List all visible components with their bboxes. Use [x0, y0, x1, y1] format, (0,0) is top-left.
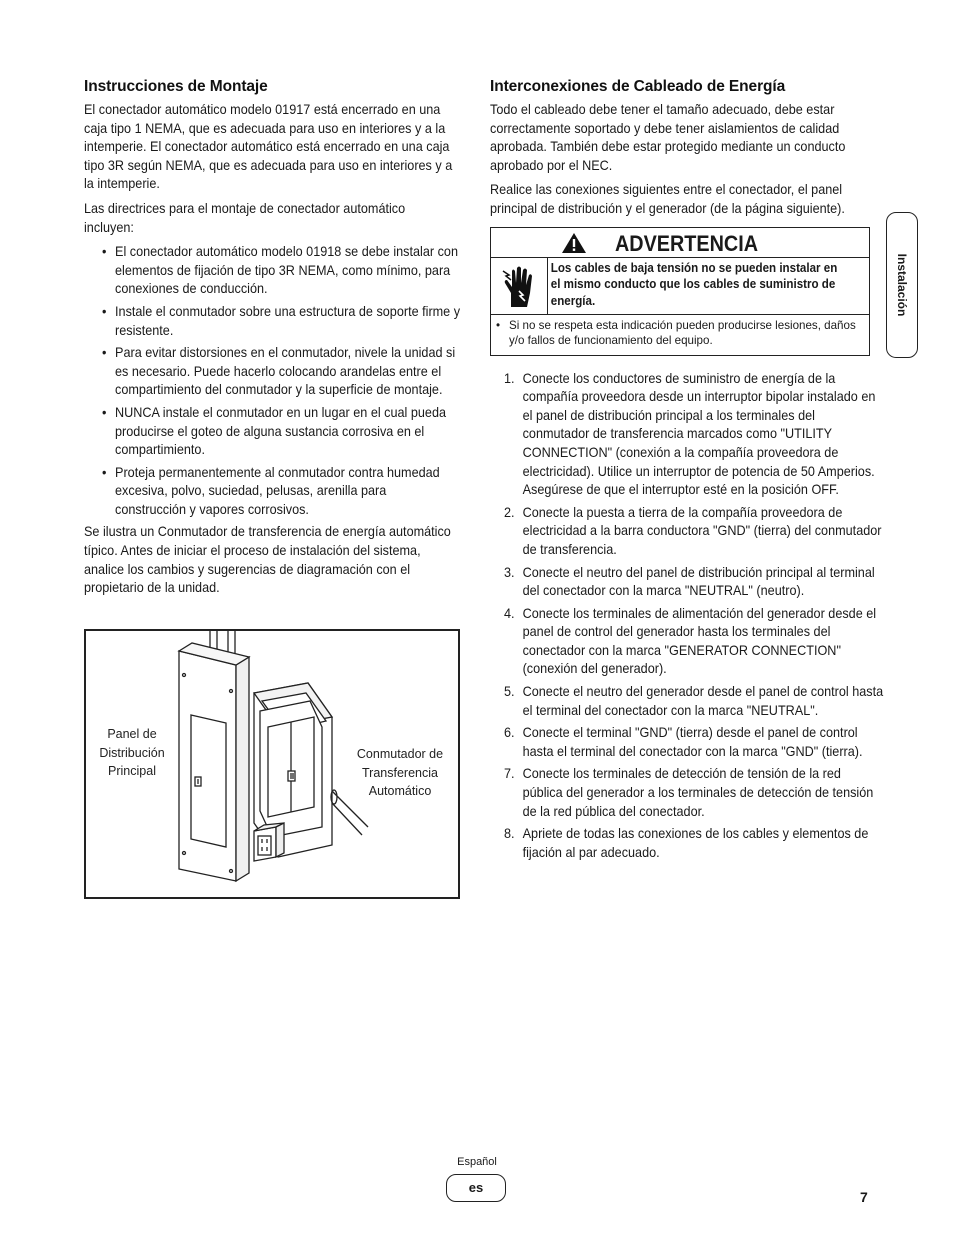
list-item [102, 344, 461, 400]
warning-text: Los cables de baja tensión no se pueden instalar en el mismo conducto que los cables de suministro de energía. [550, 260, 837, 308]
mounting-paragraph-2: Las directrices para el montaje de conectador automático incluyen: [84, 200, 406, 235]
mounting-paragraph-3: Se ilustra un Conmutador de transferencia de energía automático típico. Antes de iniciar el proceso de instalación del sistema, analice los cambios y sugerencias de diagramación con el propietario de la unidad. [84, 524, 451, 596]
step-number: 2. [504, 504, 515, 520]
step-number: 8. [504, 826, 515, 842]
step-number: 7. [504, 766, 515, 782]
list-item-text: Para evitar distorsiones en el conmutador, nivele la unidad si es necesario. Puede hacerlo colocando arandelas entre el compartimiento del conmutador y la superficie de montaje. [115, 345, 456, 398]
step-text: Conecte los terminales de alimentación del generador desde el panel de control del generador hasta los terminales del conectador con la marca "GENERATOR CONNECTION" (conexión del generador). [522, 605, 877, 677]
step-text: Conecte el neutro del generador desde el panel de control hasta el terminal del conectador con la marca "NEUTRAL". [522, 684, 884, 718]
step-text: Conecte los terminales de detección de tensión de la red pública del generador a los terminales de detección de tensión de la red pública del conectador. [522, 766, 874, 819]
warning-triangle-icon [561, 232, 587, 254]
mounting-paragraph-1: El conectador automático modelo 01917 está encerrado en una caja tipo 1 NEMA, que es adecuada para uso en interiores y a la intemperie. El conectador automático está encerrado en una caja tipo 3R según NEMA, que es adecuada para uso en interiores y a la intemperie. [84, 102, 453, 192]
warning-note-text: Si no se respeta esta indicación pueden producirse lesiones, daños y/o fallos de funcionamiento del equipo. [509, 318, 856, 348]
step-text: Conecte los conductores de suministro de energía de la compañía proveedora desde un interruptor bipolar instalado en el panel de distribución principal a los terminales del conmutador de transferencia marcados como "UTILITY CONNECTION" (conexión a la compañía proveedora de electricidad). Utilice un interruptor de potencia de 50 Amperios. Asegúrese de que el interruptor esté en la posición OFF. [522, 370, 876, 498]
warning-box [490, 227, 870, 356]
warning-body [491, 258, 869, 315]
caption-line: Transferencia [362, 765, 438, 780]
step-number: 4. [504, 605, 515, 621]
wiring-paragraph-2: Realice las conexiones siguientes entre el conectador, el panel principal de distribución y el generador (de la página siguiente). [490, 182, 845, 216]
warning-title: ADVERTENCIA [615, 230, 759, 256]
step-number: 5. [504, 684, 515, 700]
footer-language: Español [457, 1156, 497, 1168]
right-column [490, 78, 884, 866]
list-item [102, 303, 461, 340]
language-badge: es [446, 1174, 506, 1202]
caption-line: Conmutador de [356, 747, 444, 761]
distribution-panel-label [90, 725, 174, 781]
list-item-text: El conectador automático modelo 01918 se debe instalar con elementos de fijación de tipo 3R NEMA, como mínimo, para conexiones de conducción. [115, 244, 458, 297]
wiring-paragraph-1: Todo el cableado debe tener el tamaño adecuado, debe estar correctamente soportado y debe tener aislamientos de calidad aprobada. También debe estar protegido mediante un conducto aprobado por el NEC. [490, 102, 846, 173]
bullet-glyph: • [496, 318, 501, 332]
step-number: 3. [504, 564, 515, 580]
caption-line: Distribución [99, 745, 165, 760]
list-item [102, 404, 461, 460]
caption-line: Automático [368, 784, 432, 799]
electric-shock-hand-icon [491, 258, 548, 314]
bullet-glyph: • [102, 345, 107, 361]
list-item-text: Instale el conmutador sobre una estructura de soporte firme y resistente. [115, 303, 461, 338]
bullet-glyph: • [102, 464, 107, 480]
bullet-glyph: • [102, 404, 107, 420]
list-item [102, 464, 461, 520]
step-text: Conecte el terminal "GND" (tierra) desde el panel de control hasta el terminal del conectador con la marca "GND" (tierra). [522, 725, 863, 759]
caption-line: Panel de [107, 727, 157, 741]
list-item-text: Proteja permanentemente al conmutador contra humedad excesiva, polvo, suciedad, pelusas, arenilla para construcción y vapores corrosivos. [115, 464, 440, 517]
list-item [504, 564, 883, 601]
mounting-heading: Instrucciones de Montaje [84, 78, 268, 95]
wiring-heading: Interconexiones de Cableado de Energía [490, 78, 786, 95]
step-text: Apriete de todas las conexiones de los cables y elementos de fijación al par adecuado. [522, 826, 869, 860]
list-item [504, 605, 883, 679]
list-item [504, 504, 883, 560]
section-tab-label: Instalación [895, 253, 909, 317]
step-number: 6. [504, 725, 515, 741]
warning-header [491, 228, 869, 258]
caption-line: Principal [108, 764, 156, 779]
step-text: Conecte la puesta a tierra de la compañía proveedora de electricidad a la barra conductora "GND" (tierra) del conmutador de transferencia. [522, 504, 882, 557]
list-item [504, 370, 883, 500]
list-item [504, 683, 883, 720]
mounting-guidelines-list [84, 243, 461, 519]
list-item-text: NUNCA instale el conmutador en un lugar en el cual pueda producirse el goteo de alguna sustancia corrosiva en el compartimiento. [115, 404, 447, 458]
step-text: Conecte el neutro del panel de distribución principal al terminal del conectador con la marca "NEUTRAL" (neutro). [522, 564, 875, 599]
page-number: 7 [860, 1189, 868, 1205]
step-number: 1. [504, 370, 515, 386]
section-tab-installation[interactable] [886, 212, 918, 358]
list-item [504, 765, 883, 821]
left-column [84, 78, 461, 604]
connection-steps-list [490, 370, 884, 863]
bullet-glyph: • [102, 244, 107, 260]
transfer-switch-label [350, 745, 450, 801]
warning-note [491, 315, 869, 355]
list-item [504, 825, 883, 862]
transfer-switch-diagram [84, 629, 460, 899]
list-item [102, 243, 461, 299]
list-item [504, 724, 883, 761]
bullet-glyph: • [102, 303, 107, 319]
